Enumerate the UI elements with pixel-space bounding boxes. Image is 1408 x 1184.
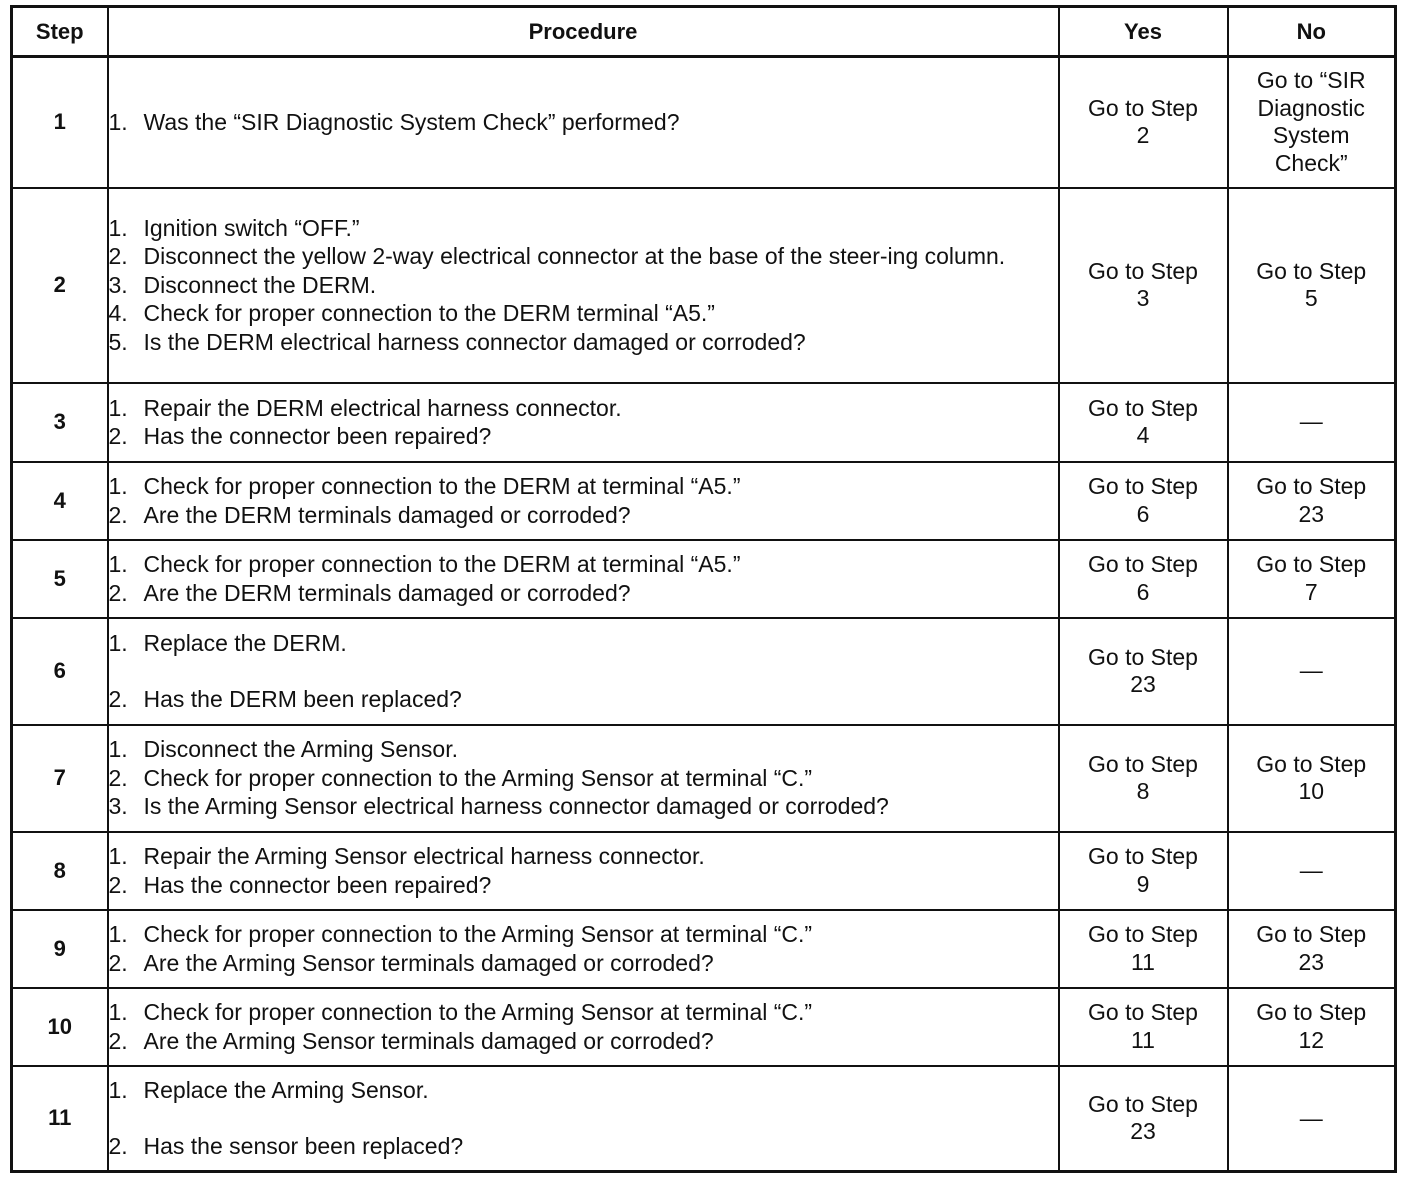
procedure-item-text: Has the connector been repaired? — [143, 423, 492, 449]
procedure-item — [109, 735, 1058, 764]
step-number: 1 — [12, 57, 108, 188]
procedure-item — [109, 998, 1058, 1027]
procedure-item-number: 2. — [108, 686, 128, 712]
procedure-item — [109, 920, 1058, 949]
no-action-text: — — [1299, 657, 1323, 684]
procedure-item-text: Is the Arming Sensor electrical harness connector damaged or corroded? — [143, 793, 889, 820]
table-row — [12, 618, 1396, 725]
procedure-item-number: 1. — [108, 629, 128, 656]
procedure-item-number: 2. — [108, 501, 128, 528]
procedure-item — [109, 299, 1058, 328]
procedure-item-text: Replace the Arming Sensor. — [143, 1076, 429, 1103]
procedure-item — [109, 271, 1058, 300]
no-action-text: Go to “SIR Diagnostic System Check” — [1256, 67, 1366, 176]
procedure-item-text: Ignition switch “OFF.” — [143, 214, 360, 241]
procedure-item-text: Are the DERM terminals damaged or corroded? — [143, 579, 631, 606]
procedure-cell — [108, 462, 1059, 540]
procedure-item-text: Check for proper connection to the Arming Sensor at terminal “C.” — [143, 999, 813, 1025]
procedure-item-number: 1. — [108, 473, 128, 499]
procedure-item-text: Check for proper connection to the Arming Sensor at terminal “C.” — [143, 764, 813, 791]
procedure-item — [109, 685, 1058, 714]
step-number: 10 — [12, 988, 108, 1066]
table-row — [12, 383, 1396, 462]
step-number: 7 — [12, 725, 108, 832]
procedure-item — [109, 394, 1058, 423]
no-cell — [1228, 725, 1396, 832]
procedure-item — [109, 792, 1058, 821]
procedure-item — [109, 328, 1058, 357]
yes-action-text: Go to Step 6 — [1088, 551, 1198, 605]
procedure-item — [109, 629, 1058, 658]
table-row — [12, 540, 1396, 618]
yes-cell — [1059, 462, 1228, 540]
procedure-cell — [108, 1066, 1059, 1172]
procedure-item — [109, 550, 1058, 579]
procedure-item-number: 1. — [108, 214, 128, 241]
yes-action-text: Go to Step 23 — [1088, 643, 1198, 697]
no-cell — [1228, 618, 1396, 725]
header-step: Step — [12, 7, 108, 57]
yes-cell — [1059, 188, 1228, 383]
no-action-text: Go to Step 7 — [1256, 551, 1367, 605]
procedure-item-number: 2. — [108, 423, 128, 449]
procedure-item — [109, 579, 1058, 608]
no-cell — [1228, 57, 1396, 188]
procedure-item-text: Are the Arming Sensor terminals damaged or corroded? — [143, 949, 714, 976]
procedure-item-number: 2. — [108, 764, 128, 791]
table-row — [12, 188, 1396, 383]
step-number: 2 — [12, 188, 108, 383]
procedure-item-text: Are the Arming Sensor terminals damaged or corroded? — [143, 1027, 714, 1054]
procedure-cell — [108, 910, 1059, 988]
header-row — [12, 7, 1396, 57]
procedure-item-text: Repair the DERM electrical harness connector. — [143, 394, 622, 421]
procedure-item-text: Has the sensor been replaced? — [143, 1133, 464, 1160]
procedure-item — [109, 1027, 1058, 1056]
procedure-item — [109, 1132, 1058, 1161]
procedure-cell — [108, 188, 1059, 383]
procedure-item — [109, 422, 1058, 451]
yes-cell — [1059, 57, 1228, 188]
procedure-item-text: Check for proper connection to the DERM terminal “A5.” — [143, 300, 715, 327]
procedure-cell — [108, 725, 1059, 832]
procedure-cell — [108, 832, 1059, 910]
procedure-item-number: 2. — [108, 1027, 128, 1054]
no-action-text: Go to Step 12 — [1256, 999, 1367, 1053]
procedure-item-text: Has the connector been repaired? — [143, 871, 492, 898]
header-procedure: Procedure — [108, 7, 1059, 57]
step-number: 3 — [12, 383, 108, 462]
no-action-text: Go to Step 10 — [1256, 750, 1367, 804]
no-action-text: — — [1299, 856, 1323, 883]
step-number: 11 — [12, 1066, 108, 1172]
yes-cell — [1059, 988, 1228, 1066]
table-body — [12, 57, 1396, 1172]
step-number: 4 — [12, 462, 108, 540]
yes-cell — [1059, 540, 1228, 618]
procedure-item — [109, 242, 1058, 271]
procedure-item-number: 1. — [108, 109, 128, 135]
yes-action-text: Go to Step 23 — [1088, 1090, 1198, 1145]
yes-cell — [1059, 910, 1228, 988]
procedure-item-number: 4. — [108, 300, 128, 327]
procedure-item-number: 1. — [108, 736, 128, 763]
yes-action-text: Go to Step 11 — [1088, 921, 1198, 975]
no-cell — [1228, 910, 1396, 988]
no-action-text: Go to Step 23 — [1256, 921, 1367, 975]
procedure-item-number: 1. — [108, 843, 128, 869]
procedure-item-number: 1. — [108, 551, 128, 577]
table-row — [12, 1066, 1396, 1172]
no-cell — [1228, 1066, 1396, 1172]
header-yes: Yes — [1059, 7, 1228, 57]
yes-action-text: Go to Step 3 — [1088, 257, 1198, 311]
yes-action-text: Go to Step 2 — [1088, 94, 1198, 149]
procedure-item-number: 2. — [108, 871, 128, 898]
table-header — [12, 7, 1396, 57]
procedure-item-number: 3. — [108, 793, 128, 820]
procedure-item-text: Check for proper connection to the DERM at terminal “A5.” — [143, 551, 741, 577]
procedure-item-number: 2. — [108, 949, 128, 976]
procedure-cell — [108, 988, 1059, 1066]
procedure-item-text: Is the DERM electrical harness connector damaged or corroded? — [143, 328, 806, 355]
yes-cell — [1059, 618, 1228, 725]
no-cell — [1228, 988, 1396, 1066]
no-action-text: Go to Step 5 — [1256, 257, 1367, 311]
yes-cell — [1059, 725, 1228, 832]
table-row — [12, 832, 1396, 910]
table-row — [12, 988, 1396, 1066]
table-row — [12, 725, 1396, 832]
step-number: 6 — [12, 618, 108, 725]
no-cell — [1228, 188, 1396, 383]
procedure-item — [109, 472, 1058, 501]
procedure-item-number: 1. — [108, 394, 128, 421]
yes-cell — [1059, 832, 1228, 910]
procedure-item-text: Disconnect the Arming Sensor. — [143, 736, 458, 763]
no-action-text: — — [1299, 408, 1323, 435]
step-number: 9 — [12, 910, 108, 988]
no-cell — [1228, 832, 1396, 910]
procedure-item-number: 2. — [108, 243, 128, 270]
no-cell — [1228, 540, 1396, 618]
procedure-cell — [108, 383, 1059, 462]
no-action-text: Go to Step 23 — [1256, 473, 1367, 527]
procedure-item-number: 1. — [108, 921, 128, 947]
yes-action-text: Go to Step 11 — [1088, 999, 1198, 1053]
diagnostic-table — [10, 5, 1397, 1173]
procedure-item-text: Replace the DERM. — [143, 629, 347, 656]
procedure-item-number: 3. — [108, 271, 128, 298]
yes-cell — [1059, 1066, 1228, 1172]
procedure-item-number: 1. — [108, 999, 128, 1025]
procedure-item-text: Has the DERM been replaced? — [143, 686, 462, 712]
procedure-item — [109, 871, 1058, 900]
yes-cell — [1059, 383, 1228, 462]
procedure-item-text: Repair the Arming Sensor electrical harness connector. — [143, 843, 705, 869]
yes-action-text: Go to Step 4 — [1088, 394, 1198, 448]
table-row — [12, 910, 1396, 988]
yes-action-text: Go to Step 9 — [1088, 843, 1198, 897]
procedure-item — [109, 764, 1058, 793]
procedure-item-text: Are the DERM terminals damaged or corroded? — [143, 501, 631, 528]
no-cell — [1228, 462, 1396, 540]
procedure-item — [109, 108, 1058, 137]
table-row — [12, 57, 1396, 188]
procedure-item-number: 2. — [108, 579, 128, 606]
procedure-item — [109, 501, 1058, 530]
procedure-cell — [108, 57, 1059, 188]
step-number: 8 — [12, 832, 108, 910]
no-action-text: — — [1299, 1104, 1323, 1131]
procedure-item — [109, 214, 1058, 243]
table-row — [12, 462, 1396, 540]
yes-action-text: Go to Step 6 — [1088, 473, 1198, 527]
procedure-cell — [108, 540, 1059, 618]
procedure-item-text: Disconnect the yellow 2-way electrical connector at the base of the steer-ing column. — [143, 243, 1006, 270]
procedure-cell — [108, 618, 1059, 725]
yes-action-text: Go to Step 8 — [1088, 750, 1198, 804]
procedure-item-text: Was the “SIR Diagnostic System Check” performed? — [143, 109, 680, 135]
procedure-item — [109, 842, 1058, 871]
procedure-item — [109, 1076, 1058, 1105]
procedure-item-number: 1. — [108, 1076, 128, 1103]
header-no: No — [1228, 7, 1396, 57]
procedure-item-number: 2. — [108, 1133, 128, 1160]
procedure-item-number: 5. — [108, 328, 128, 355]
no-cell — [1228, 383, 1396, 462]
procedure-item — [109, 949, 1058, 978]
procedure-item-text: Check for proper connection to the Arming Sensor at terminal “C.” — [143, 921, 813, 947]
step-number: 5 — [12, 540, 108, 618]
procedure-item-text: Check for proper connection to the DERM at terminal “A5.” — [143, 473, 741, 499]
procedure-item-text: Disconnect the DERM. — [143, 271, 377, 298]
